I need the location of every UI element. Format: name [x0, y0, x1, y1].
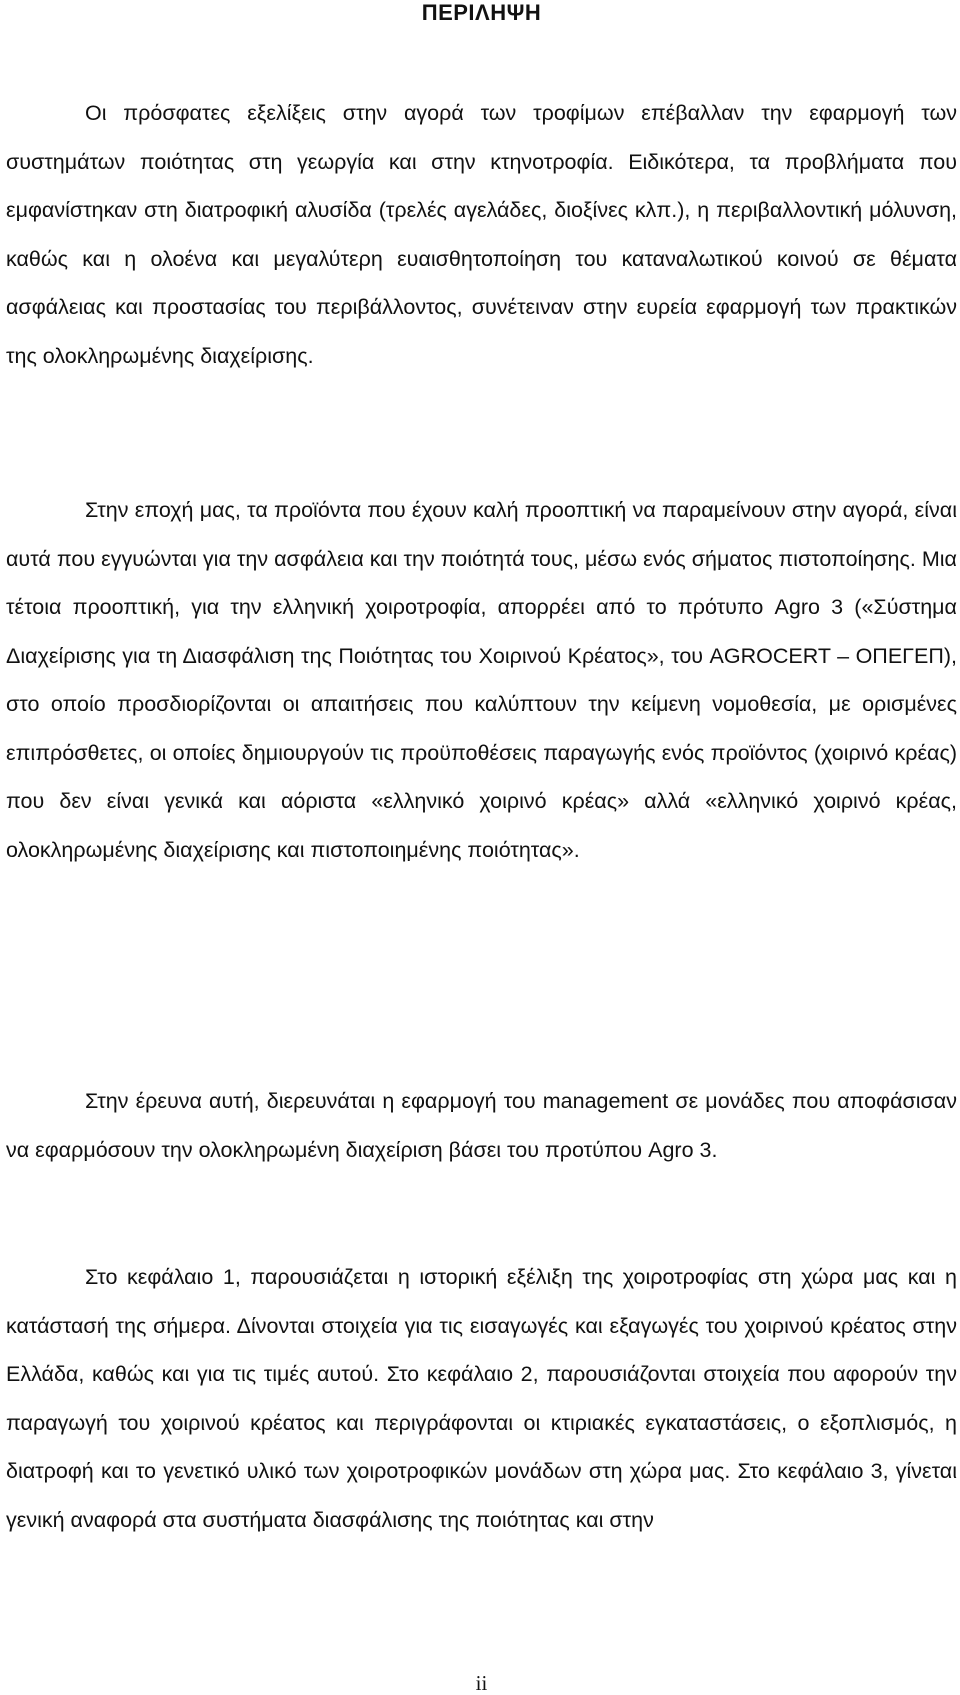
page-number: ii [475, 1671, 488, 1695]
paragraph-3: Στην έρευνα αυτή, διερευνάται η εφαρμογή του management σε μονάδες που αποφάσισαν να εφαρμόσουν την ολοκληρωμένη διαχείριση βάσει του προτύπου Agro 3. [6, 1089, 957, 1162]
document-page [6, 0, 957, 1695]
paragraph-1: Οι πρόσφατες εξελίξεις στην αγορά των τροφίμων επέβαλλαν την εφαρμογή των συστημάτων ποιότητας στη γεωργία και στην κτηνοτροφία. Ειδικότερα, τα προβλήματα που εμφανίστηκαν στη διατροφική αλυσίδα (τρελές αγελάδες, διοξίνες κλπ.), η περιβαλλοντική μόλυνση, καθώς και η ολοένα και μεγαλύτερη ευαισθητοποίηση του καταναλωτικού κοινού σε θέματα ασφάλειας και προστασίας του περιβάλλοντος, συνέτειναν στην ευρεία εφαρμογή των πρακτικών της ολοκληρωμένης διαχείρισης. [6, 101, 957, 368]
page-title: ΠΕΡΙΛΗΨΗ [421, 0, 542, 25]
paragraph-2: Στην εποχή μας, τα προϊόντα που έχουν καλή προοπτική να παραμείνουν στην αγορά, είναι αυτά που εγγυώνται για την ασφάλεια και την ποιότητά τους, μέσω ενός σήματος πιστοποίησης. Μια τέτοια προοπτική, για την ελληνική χοιροτροφία, απορρέει από το πρότυπο Agro 3 («Σύστημα Διαχείρισης για τη Διασφάλιση της Ποιότητας του Χοιρινού Κρέατος», του AGROCERT – ΟΠΕΓΕΠ), στο οποίο προσδιορίζονται οι απαιτήσεις που καλύπτουν την κείμενη νομοθεσία, με ορισμένες επιπρόσθετες, οι οποίες δημιουργούν τις προϋποθέσεις παραγωγής ενός προϊόντος (χοιρινό κρέας) που δεν είναι γενικά και αόριστα «ελληνικό χοιρινό κρέας» αλλά «ελληνικό χοιρινό κρέας, ολοκληρωμένης διαχείρισης και πιστοποιημένης ποιότητας». [6, 498, 957, 862]
paragraph-4: Στο κεφάλαιο 1, παρουσιάζεται η ιστορική εξέλιξη της χοιροτροφίας στη χώρα μας και η κατάστασή της σήμερα. Δίνονται στοιχεία για τις εισαγωγές και εξαγωγές του χοιρινού κρέατος στην Ελλάδα, καθώς και για τις τιμές αυτού. Στο κεφάλαιο 2, παρουσιάζονται στοιχεία που αφορούν την παραγωγή του χοιρινού κρέατος και περιγράφονται οι κτιριακές εγκαταστάσεις, ο εξοπλισμός, η διατροφή και το γενετικό υλικό των χοιροτροφικών μονάδων στη χώρα μας. Στο κεφάλαιο 3, γίνεται γενική αναφορά στα συστήματα διασφάλισης της ποιότητας και στην [6, 1265, 957, 1532]
